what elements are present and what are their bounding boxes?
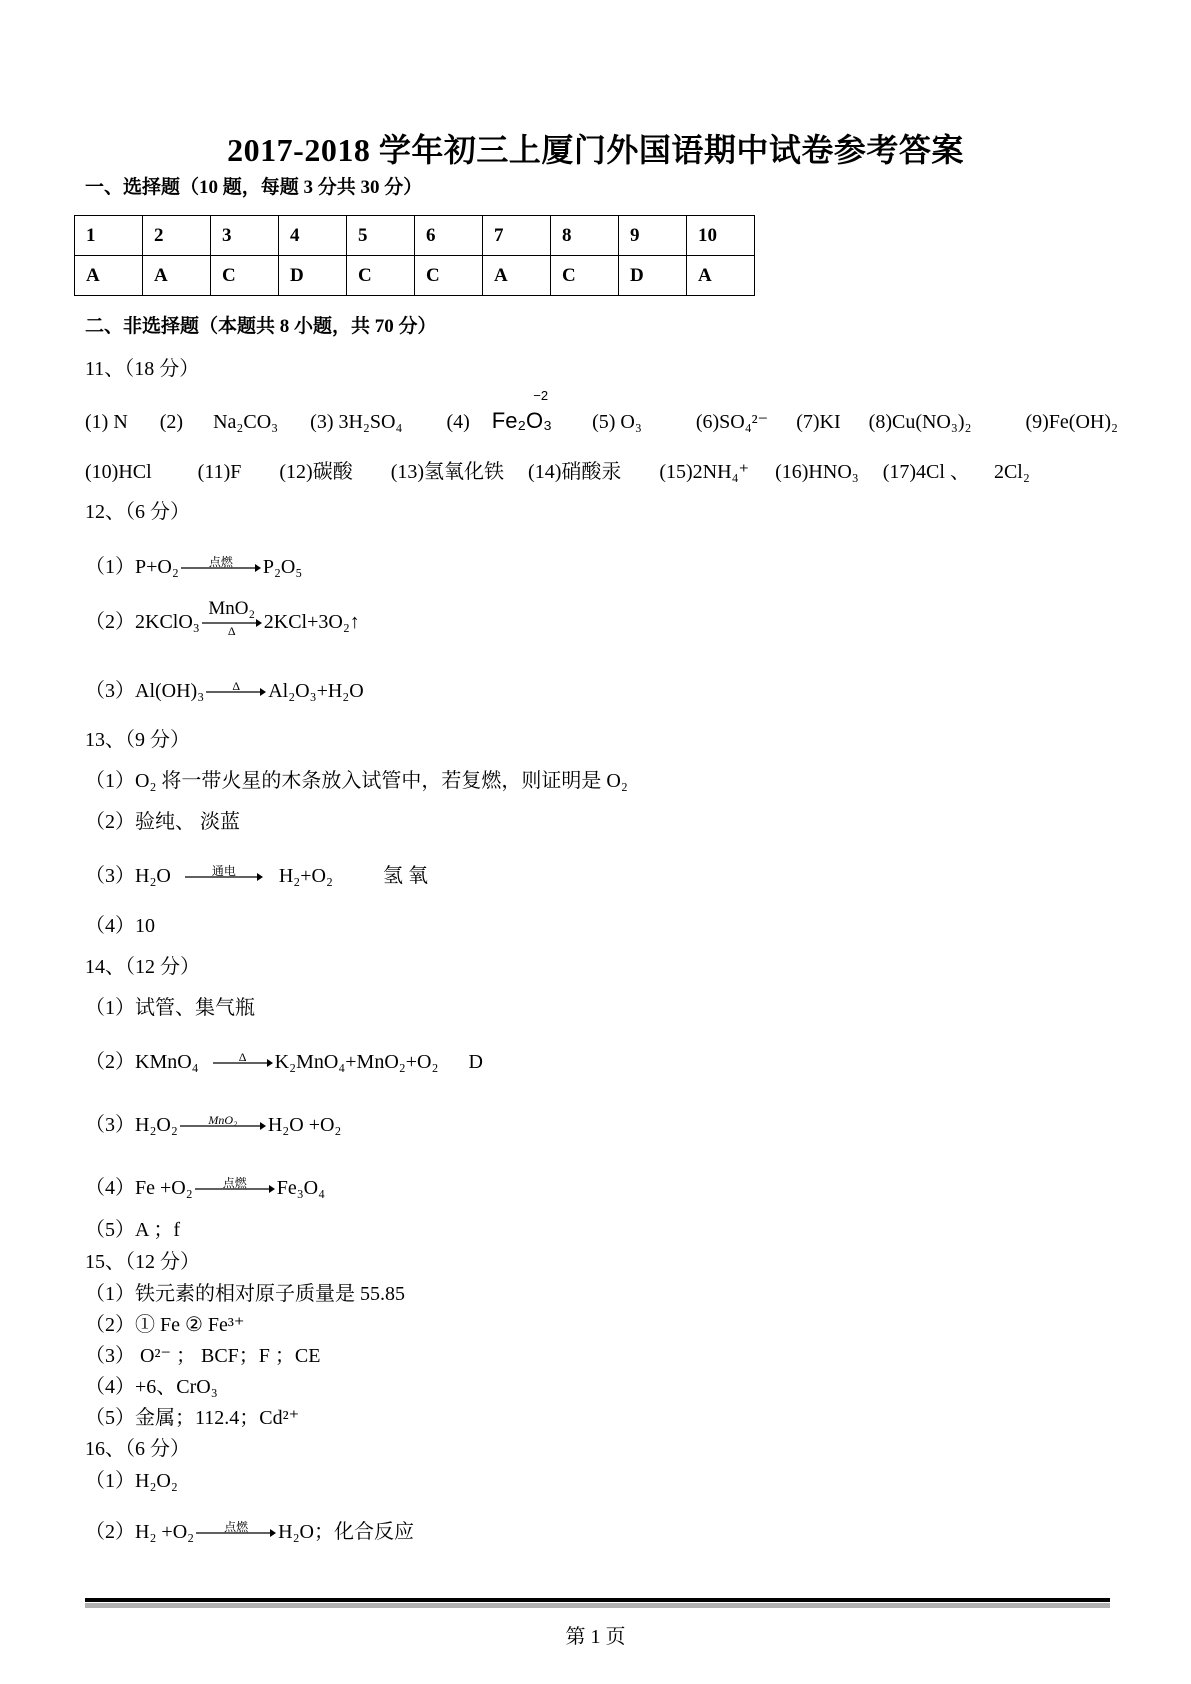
reaction-arrow [180,1113,266,1132]
answer-15-1: （1）铁元素的相对原子质量是 55.85 [85,1283,405,1305]
footer-divider [85,1598,1110,1602]
reactants: （4）Fe +O₂ [85,1177,193,1199]
answer-11-16: (16)HNO₃ [775,461,859,483]
answer-11-17b: 2Cl₂ [993,461,1030,483]
products: P₂O₅ [262,556,303,578]
reactants: （3）H₂O [85,865,171,887]
reaction-14-4 [85,1171,325,1200]
condition-label: Δ [238,1050,247,1065]
answer-11-13: (13)氢氧化铁 [390,461,505,483]
question-15-heading: 15、（12 分） [85,1251,200,1273]
products: K₂MnO₄+MnO₂+O₂ [274,1051,439,1073]
reactants: （1）P+O₂ [85,556,179,578]
question-number-cell: 6 [415,216,483,256]
answer-11-14: (14)硝酸汞 [528,461,622,483]
reaction-arrow [202,598,262,639]
page-number: 第 1 页 [565,1626,626,1648]
answer-15-4: （4）+6、CrO₃ [85,1376,218,1398]
answer-11-7: (7)KI [796,411,841,433]
answer-table-number-row [75,216,755,256]
answer-11-4-formula [491,388,553,434]
answer-cell: C [211,256,279,296]
question-number-cell: 8 [551,216,619,256]
reactants: （3）Al(OH)₃ [85,680,205,702]
reaction-14-2 [85,1045,483,1074]
question-number-cell: 7 [483,216,551,256]
products: H₂O +O₂ [267,1114,342,1136]
answer-11-3: (3) 3H₂SO₄ [310,411,403,433]
answer-16-1: （1）H₂O₂ [85,1470,178,1492]
answer-11-4-label: (4) [446,411,470,433]
question-number-cell: 9 [619,216,687,256]
condition-label: 通电 [211,864,236,879]
answer-14-1: （1）试管、集气瓶 [85,997,255,1019]
products: H₂+O₂ [278,865,333,887]
answer-15-5: （5）金属；112.4；Cd²⁺ [85,1407,300,1429]
answer-11-12: (12)碳酸 [279,461,353,483]
reactants: （3）H₂O₂ [85,1114,178,1136]
answer-11-9: (9)Fe(OH)₂ [1025,411,1118,433]
answer-13-3-elements: 氢 氧 [382,865,428,887]
answer-11-10: (10)HCl [85,461,152,483]
question-12-heading: 12、（6 分） [85,501,190,523]
answer-cell: A [687,256,755,296]
answer-table [74,215,755,296]
answer-11-5: (5) O₃ [592,411,642,433]
reaction-arrow [196,1520,276,1539]
answer-11-11: (11)F [197,461,242,483]
question-number-cell: 2 [143,216,211,256]
reaction-16-2 [85,1515,414,1544]
answer-11-2-label: (2) [159,411,184,433]
reaction-arrow [195,1176,275,1195]
answer-11-4-value: Fe₂O₃ [491,408,553,433]
reaction-arrow [185,864,263,883]
reaction-14-3 [85,1108,341,1137]
answer-11-2-value: Na₂CO₃ [213,411,279,433]
heat-label: Δ [227,624,236,639]
reactants: （2）KMnO₄ [85,1051,199,1073]
reaction-12-3 [85,674,364,703]
answer-cell: D [279,256,347,296]
products: H₂O；化合反应 [278,1521,414,1543]
condition-label: 点燃 [222,1176,247,1191]
answer-cell: C [415,256,483,296]
section-heading-choice: 一、选择题（10 题，每题 3 分共 30 分） [85,177,423,198]
page-title: 2017-2018 学年初三上厦门外国语期中试卷参考答案 [227,132,964,168]
answer-cell: D [619,256,687,296]
catalyst-label: MnO₂ [208,598,256,620]
answer-11-1: (1) N [85,411,128,433]
answer-cell: C [347,256,415,296]
section-heading-nonchoice: 二、非选择题（本题共 8 小题，共 70 分） [85,316,437,337]
question-number-cell: 3 [211,216,279,256]
answer-11-8: (8)Cu(NO₃)₂ [868,411,972,433]
answer-cell: A [143,256,211,296]
question-number-cell: 4 [279,216,347,256]
products: Al₂O₃+H₂O [268,680,364,702]
products: Fe₃O₄ [276,1177,326,1199]
products: 2KCl+3O₂↑ [263,611,360,633]
question-number-cell: 1 [75,216,143,256]
answer-13-1: （1）O₂ 将一带火星的木条放入试管中，若复燃，则证明是 O₂ [85,770,628,792]
answer-cell: A [75,256,143,296]
answer-11-15: (15)2NH₄⁺ [659,461,750,483]
answer-cell: C [551,256,619,296]
question-11-heading: 11、（18 分） [85,358,200,380]
answer-15-2: （2）① Fe ② Fe³⁺ [85,1314,245,1336]
reactants: （2）2KClO₃ [85,611,200,633]
answer-table-answer-row [75,256,755,296]
condition-label: Δ [232,679,241,694]
footer-divider-shadow [85,1603,1110,1608]
condition-label: 点燃 [208,555,233,570]
reaction-arrow [181,555,261,574]
answer-14-2-device: D [468,1051,483,1073]
catalyst-label: MnO₂ [208,1113,238,1128]
answer-13-2: （2）验纯、 淡蓝 [85,811,240,833]
answer-14-5: （5）A ；f [85,1219,180,1241]
question-number-cell: 10 [687,216,755,256]
reaction-arrow [213,1050,273,1069]
reaction-arrow [206,679,266,698]
answer-cell: A [483,256,551,296]
condition-label: 点燃 [224,1520,249,1535]
question-14-heading: 14、（12 分） [85,956,200,978]
answer-11-6: (6)SO₄²⁻ [695,411,769,433]
reaction-13-3 [85,859,428,888]
question-number-cell: 5 [347,216,415,256]
reactants: （2）H₂ +O₂ [85,1521,195,1543]
valence-mark: −2 [533,388,549,403]
answer-15-3: （3） O²⁻ ； BCF；F ；CE [85,1345,321,1367]
reaction-12-1 [85,550,302,579]
reaction-12-2 [85,598,360,639]
question-13-heading: 13、（9 分） [85,729,190,751]
question-11-line-2 [85,455,1030,484]
question-16-heading: 16、（6 分） [85,1438,190,1460]
question-11-line-1 [85,388,1118,434]
answer-13-4: （4）10 [85,915,155,937]
answer-11-17: (17)4Cl 、 [882,461,970,483]
